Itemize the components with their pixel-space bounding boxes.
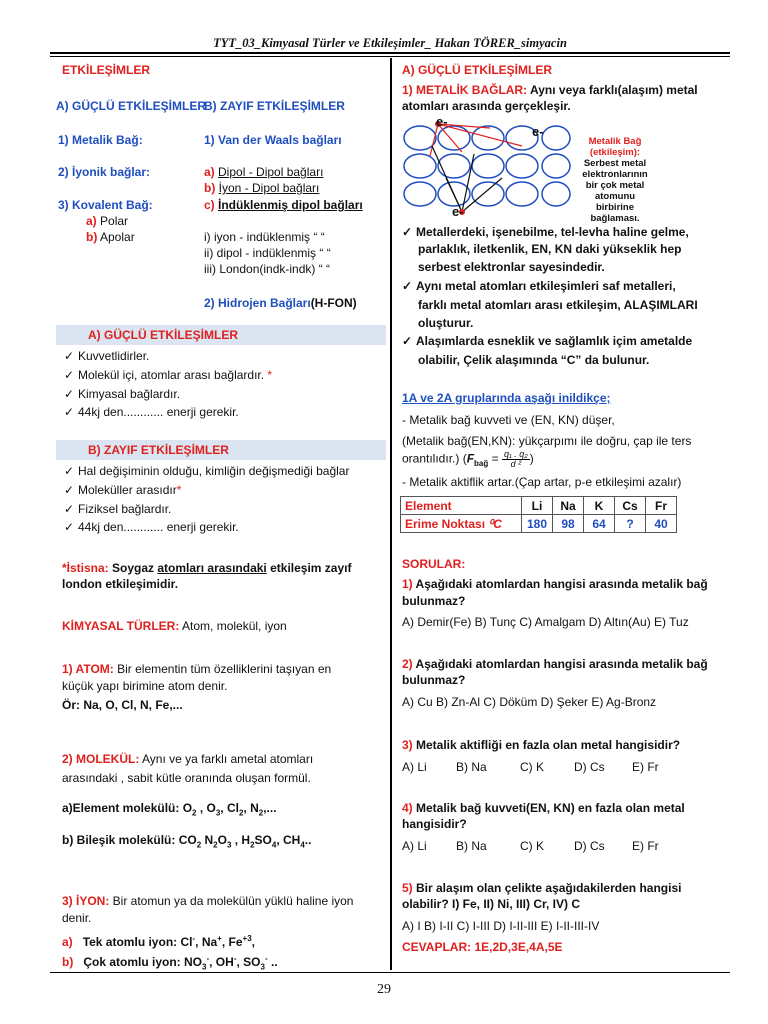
- question-5: 5) Bir alaşım olan çelikte aşağıdakilerden hangisi: [402, 881, 682, 895]
- check-icon: ✓: [64, 520, 75, 534]
- page-header: TYT_03_Kimyasal Türler ve Etkileşimler_ Hakan TÖRER_simyacin: [213, 36, 567, 50]
- metal-atoms: [404, 126, 570, 206]
- chemical-species-line: KİMYASAL TÜRLER: Atom, molekül, iyon: [62, 619, 287, 633]
- exception-note-line2: london etkileşimidir.: [62, 577, 179, 591]
- dipole-dipole-item: a) Dipol - Dipol bağları: [204, 165, 324, 179]
- strong-item: ✓ Molekül içi, atomlar arası bağlardır. *: [64, 368, 273, 382]
- footer-rule: [50, 972, 730, 973]
- ion-definition-line2: denir.: [62, 911, 92, 925]
- coulomb-formula-line: orantılıdır.) ($F_{bağ}$ = $\frac{\text{q₁ . q₂}}{\text{d ²}}$ ): [402, 449, 534, 469]
- question-3-option: D) Cs: [574, 760, 605, 774]
- check-icon: ✓: [64, 368, 75, 382]
- question-3-option: E) Fr: [632, 760, 659, 774]
- answers-line: CEVAPLAR: 1E,2D,3E,4A,5E: [402, 940, 563, 954]
- atom-definition-line2: küçük yapı birimine atom denir.: [62, 679, 228, 693]
- covalent-bond-item: 3) Kovalent Bağ:: [58, 198, 153, 212]
- question-4-option: B) Na: [456, 839, 487, 853]
- question-4-line2: hangisidir?: [402, 817, 467, 831]
- questions-heading: SORULAR:: [402, 557, 466, 571]
- table-cell: 180: [522, 515, 553, 533]
- question-2-options: A) Cu B) Zn-Al C) Döküm D) Şeker E) Ag-Bronz: [402, 695, 657, 709]
- element-molecule-line: a)Element molekülü: $O_2$ , $O_3$, $Cl_2$, $N_2$,...: [62, 801, 277, 818]
- check-icon: ✓: [64, 405, 75, 419]
- table-cell: Cs: [615, 497, 646, 515]
- group-trend-line: - Metalik bağ kuvveti ve (EN, KN) düşer,: [402, 413, 615, 427]
- table-cell: Fr: [646, 497, 677, 515]
- question-4-option: E) Fr: [632, 839, 659, 853]
- question-3-option: C) K: [520, 760, 544, 774]
- header-rule-thin: [50, 56, 730, 57]
- table-row: [401, 515, 677, 533]
- metal-property-item-line: parlaklık, iletkenlik, EN, KN daki yükseklik hep: [418, 242, 682, 256]
- table-cell: K: [584, 497, 615, 515]
- ion-definition: 3) İYON: Bir atomun ya da molekülün yüklü haline iyon: [62, 894, 354, 908]
- table-row-label: Erime Noktası ⁰C: [401, 515, 522, 533]
- question-1: 1) Aşağıdaki atomlardan hangisi arasında metalik bağ: [402, 577, 708, 591]
- polar-item: a) Polar: [86, 214, 129, 228]
- group-trend-line: (Metalik bağ(EN,KN): yükçarpımı ile doğru, çap ile ters: [402, 434, 692, 448]
- check-icon: ✓: [402, 225, 413, 239]
- question-3-option: B) Na: [456, 760, 487, 774]
- electron-label: e-: [532, 124, 544, 139]
- strong-item: ✓ 44kj den............ enerji gerekir.: [64, 405, 239, 419]
- strong-item: ✓ Kimyasal bağlardır.: [64, 387, 181, 401]
- check-icon: ✓: [402, 279, 413, 293]
- table-cell: 98: [553, 515, 584, 533]
- polyatomic-ion-line: b) Çok atomlu iyon: $NO_3^-$, OH-, $SO_3^-$ ..: [62, 954, 278, 972]
- electron-label: e-: [436, 114, 448, 129]
- vdw-item: 1) Van der Waals bağları: [204, 133, 342, 147]
- group-trend-heading: 1A ve 2A gruplarında aşağı inildikçe;: [402, 391, 611, 405]
- metal-property-item-line: farklı metal atomları arası etkileşim, ALAŞIMLARI: [418, 298, 698, 312]
- group-trend-line: - Metalik aktiflik artar.(Çap artar, p-e etkileşimi azalır): [402, 475, 682, 489]
- ionic-bond-item: 2) İyonik bağlar:: [58, 165, 151, 179]
- atom-example: Ör: Na, O, Cl, N, Fe,...: [62, 698, 183, 712]
- question-5-line2: olabilir? I) Fe, II) Ni, III) Cr, IV) C: [402, 897, 581, 911]
- question-4: 4) Metalik bağ kuvveti(EN, KN) en fazla olan metal: [402, 801, 685, 815]
- electron-label: e-: [452, 204, 464, 219]
- weak-column-heading: B) ZAYIF ETKİLEŞİMLER: [204, 99, 345, 113]
- legend-text: Serbest metal elektronlarının bir çok metal atomunu birbirine bağlaması.: [582, 158, 648, 224]
- check-icon: ✓: [64, 349, 75, 363]
- hydrogen-bond-item: 2) Hidrojen Bağları(H-FON): [204, 296, 357, 310]
- strong-item: ✓ Kuvvetlidirler.: [64, 349, 150, 363]
- ion-induced-item: i) iyon - indüklenmiş “ “: [204, 230, 325, 244]
- question-1-line2: bulunmaz?: [402, 594, 466, 608]
- exception-note: *İstisna: Soygaz atomları arasındaki etkileşim zayıf: [62, 561, 352, 575]
- right-heading: A) GÜÇLÜ ETKİLEŞİMLER: [402, 63, 552, 77]
- table-row-label: Element: [401, 497, 522, 515]
- table-cell: 40: [646, 515, 677, 533]
- metallic-lattice-diagram: [402, 116, 572, 216]
- question-4-option: D) Cs: [574, 839, 605, 853]
- metal-property-item-line: serbest elektronlar sayesindedir.: [418, 260, 605, 274]
- london-item: iii) London(indk-indk) “ “: [204, 262, 331, 276]
- metal-property-item: ✓ Alaşımlarda esneklik ve sağlamlık içim ametalde: [402, 334, 693, 348]
- atom-definition: 1) ATOM: Bir elementin tüm özelliklerini taşıyan en: [62, 662, 332, 676]
- metallic-bonds-intro-line2: atomları arasında gerçekleşir.: [402, 99, 571, 113]
- question-2-line2: bulunmaz?: [402, 673, 466, 687]
- metallic-bond-legend: [575, 136, 655, 224]
- legend-title: Metalik Bağ (etkileşim):: [588, 136, 642, 158]
- strong-section-heading: A) GÜÇLÜ ETKİLEŞİMLER: [88, 328, 238, 342]
- strong-column-heading: A) GÜÇLÜ ETKİLEŞİMLER: [56, 99, 206, 113]
- check-icon: ✓: [64, 387, 75, 401]
- page-number: 29: [377, 982, 391, 997]
- header-rule: [50, 52, 730, 54]
- check-icon: ✓: [64, 464, 75, 478]
- weak-item: ✓ Moleküller arasıdır*: [64, 483, 182, 497]
- melting-point-table: [400, 496, 677, 533]
- column-divider: [390, 58, 392, 970]
- metal-property-item: ✓ Aynı metal atomları etkileşimleri saf metalleri,: [402, 279, 676, 293]
- coulomb-fraction: $\frac{\text{q₁ . q₂}}{\text{d ²}}$: [503, 449, 528, 469]
- compound-molecule-line: b) Bileşik molekülü: $CO_2$ $N_2O_3$ , $H_2SO_4$, $CH_4$..: [62, 833, 312, 850]
- left-title: ETKİLEŞİMLER: [62, 63, 151, 77]
- table-cell: ?: [615, 515, 646, 533]
- metal-property-item: ✓ Metallerdeki, işenebilme, tel-levha haline gelme,: [402, 225, 689, 239]
- apolar-item: b) Apolar: [86, 230, 135, 244]
- question-2: 2) Aşağıdaki atomlardan hangisi arasında metalik bağ: [402, 657, 708, 671]
- metallic-bonds-intro: 1) METALİK BAĞLAR: Aynı veya farklı(alaşım) metal: [402, 83, 698, 97]
- question-1-options: A) Demir(Fe) B) Tunç C) Amalgam D) Altın(Au) E) Tuz: [402, 615, 689, 629]
- table-cell: Na: [553, 497, 584, 515]
- weak-item: ✓ Hal değişiminin olduğu, kimliğin değişmediği bağlar: [64, 464, 350, 478]
- weak-section-heading: B) ZAYIF ETKİLEŞİMLER: [88, 443, 229, 457]
- molecule-definition-line2: arasındaki , sabit kütle oranında oluşan formül.: [62, 771, 311, 785]
- metallic-bond-item: 1) Metalik Bağ:: [58, 133, 143, 147]
- check-icon: ✓: [402, 334, 413, 348]
- table-row: [401, 497, 677, 515]
- weak-item: ✓ Fiziksel bağlardır.: [64, 502, 172, 516]
- table-cell: Li: [522, 497, 553, 515]
- check-icon: ✓: [64, 502, 75, 516]
- question-5-options: A) I B) I-II C) I-III D) I-II-III E) I-II-III-IV: [402, 919, 600, 933]
- ion-dipole-item: b) İyon - Dipol bağları: [204, 181, 320, 195]
- question-4-option: A) Li: [402, 839, 427, 853]
- weak-item: ✓ 44kj den............ enerji gerekir.: [64, 520, 239, 534]
- monatomic-ion-line: a) Tek atomlu iyon: Cl-, Na+, $Fe^{+3}$,: [62, 934, 255, 949]
- question-4-option: C) K: [520, 839, 544, 853]
- dipole-induced-item: ii) dipol - indüklenmiş “ “: [204, 246, 331, 260]
- induced-dipole-item: c) İndüklenmiş dipol bağları: [204, 198, 363, 212]
- metal-property-item-line: oluşturur.: [418, 316, 474, 330]
- check-icon: ✓: [64, 483, 75, 497]
- molecule-definition: 2) MOLEKÜL: Aynı ve ya farklı ametal atomları: [62, 752, 314, 766]
- question-3: 3) Metalik aktifliği en fazla olan metal hangisidir?: [402, 738, 681, 752]
- metal-property-item-line: olabilir, Çelik alaşımında “C” da bulunur.: [418, 353, 650, 367]
- question-3-option: A) Li: [402, 760, 427, 774]
- table-cell: 64: [584, 515, 615, 533]
